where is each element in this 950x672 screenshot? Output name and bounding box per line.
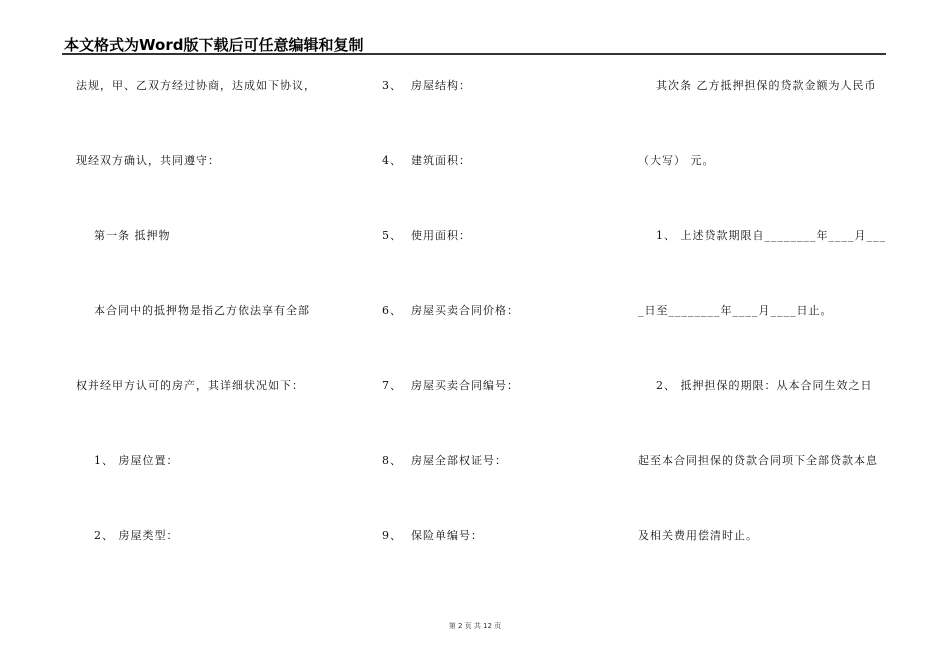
right-line-7: 及相关费用偿清时止。	[638, 529, 758, 542]
right-line-5: 2、 抵押担保的期限：从本合同生效之日	[638, 379, 873, 392]
middle-line-5: 7、 房屋买卖合同编号：	[382, 379, 519, 392]
middle-line-2: 4、 建筑面积：	[382, 154, 471, 167]
right-line-2: （大写） 元。	[638, 154, 715, 167]
page-number-footer: 第 2 页 共 12 页	[448, 622, 502, 630]
middle-line-1: 3、 房屋结构：	[382, 79, 471, 92]
left-line-6: 1、 房屋位置：	[76, 454, 179, 467]
right-line-3: 1、 上述贷款期限自________年____月___	[638, 229, 886, 242]
left-line-5: 权并经甲方认可的房产，其详细状况如下：	[76, 379, 304, 392]
left-line-7: 2、 房屋类型：	[76, 529, 179, 542]
left-line-3: 第一条 抵押物	[76, 229, 171, 242]
middle-line-3: 5、 使用面积：	[382, 229, 471, 242]
right-line-1: 其次条 乙方抵押担保的贷款金额为人民币	[638, 79, 877, 92]
document-header-title: 本文格式为Word版下载后可任意编辑和复制	[64, 36, 364, 54]
left-line-1: 法规，甲、乙双方经过协商，达成如下协议，	[76, 79, 316, 92]
middle-line-6: 8、 房屋全部权证号：	[382, 454, 507, 467]
header-divider	[62, 53, 886, 55]
left-line-2: 现经双方确认，共同遵守：	[76, 154, 220, 167]
right-line-6: 起至本合同担保的贷款合同项下全部贷款本息	[638, 454, 878, 467]
left-line-4: 本合同中的抵押物是指乙方依法享有全部	[76, 304, 310, 317]
middle-line-4: 6、 房屋买卖合同价格：	[382, 304, 519, 317]
middle-line-7: 9、 保险单编号：	[382, 529, 483, 542]
right-line-4: _日至________年____月____日止。	[638, 304, 833, 317]
